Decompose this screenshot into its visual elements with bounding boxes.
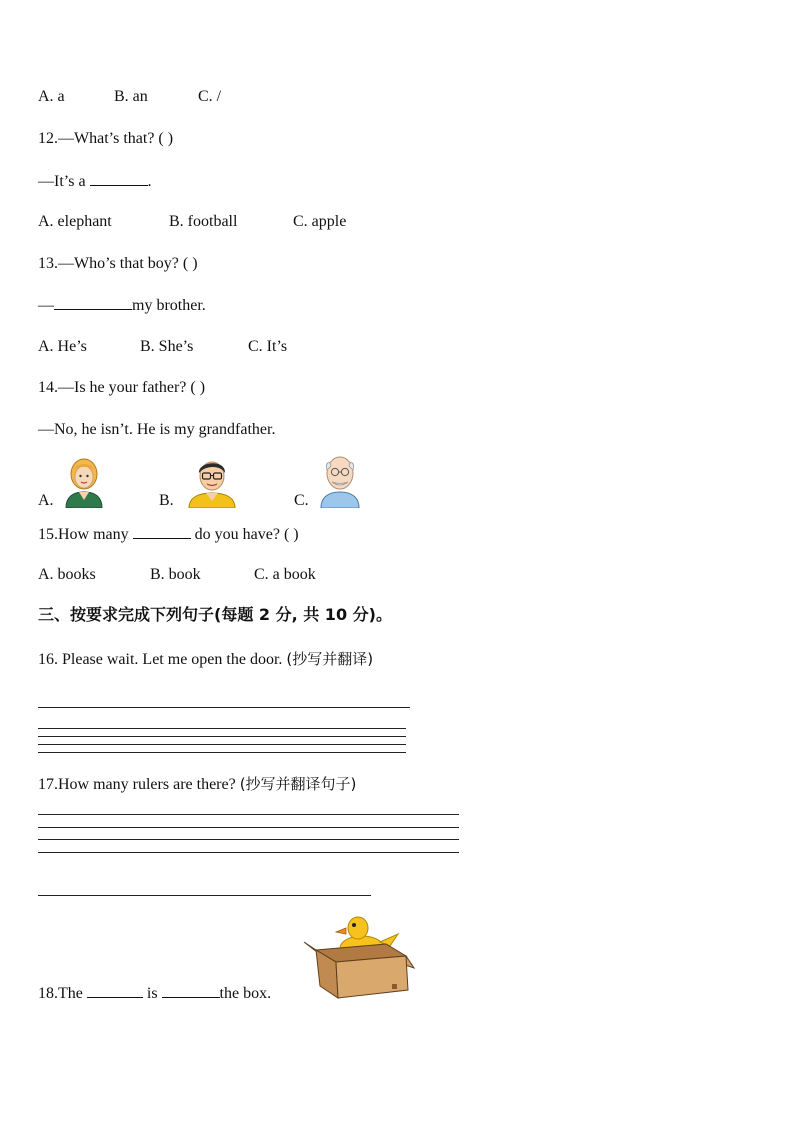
q13-answer-prefix: —	[38, 297, 54, 314]
q12-blank[interactable]	[90, 171, 148, 186]
grandfather-icon[interactable]	[318, 452, 362, 508]
q14-option-c-label: C.	[294, 492, 309, 509]
q12-answer	[38, 171, 152, 192]
q16-writing-line[interactable]	[38, 707, 410, 708]
q11-option-c: C. /	[198, 88, 222, 105]
q15-question-prefix: 15.How many	[38, 526, 129, 543]
q14-option-a-label: A.	[38, 492, 54, 509]
q18-middle: is	[146, 985, 158, 1002]
q15-blank[interactable]	[133, 524, 191, 539]
section-3-heading: 三、按要求完成下列句子(每题 2 分, 共 10 分)。	[38, 605, 392, 624]
q13-blank[interactable]	[54, 295, 132, 310]
q16-writing-line[interactable]	[38, 744, 406, 745]
q18-suffix: the box.	[219, 985, 272, 1002]
q18-prefix: 18.The	[38, 985, 83, 1002]
q15-question	[38, 524, 299, 545]
q12-question: 12.—What’s that? ( )	[38, 130, 174, 147]
q18-blank-1[interactable]	[87, 983, 143, 998]
q17-question	[38, 774, 356, 795]
woman-icon[interactable]	[62, 452, 106, 508]
q15-question-suffix: do you have? ( )	[194, 526, 299, 543]
q16-question	[38, 649, 373, 670]
q14-question: 14.—Is he your father? ( )	[38, 379, 206, 396]
q12-answer-suffix: .	[147, 173, 152, 190]
q18-question	[38, 983, 271, 1004]
q17-writing-line[interactable]	[38, 827, 459, 828]
q16-writing-line[interactable]	[38, 736, 406, 737]
q11-option-b: B. an	[114, 88, 148, 105]
duck-in-box-icon[interactable]	[302, 912, 416, 1000]
q12-option-a: A. elephant	[38, 213, 112, 230]
q17-writing-line[interactable]	[38, 895, 371, 896]
q16-text: 16. Please wait. Let me open the door.	[38, 651, 283, 668]
q16-instruction: (抄写并翻译)	[286, 650, 374, 668]
q16-writing-line[interactable]	[38, 752, 406, 753]
q12-answer-prefix: —It’s a	[38, 173, 86, 190]
q14-option-b-label: B.	[159, 492, 174, 509]
q13-answer-suffix: my brother.	[132, 297, 206, 314]
q13-option-a: A. He’s	[38, 338, 87, 355]
q13-option-b: B. She’s	[140, 338, 194, 355]
q12-option-c: C. apple	[293, 213, 347, 230]
q18-blank-2[interactable]	[162, 983, 220, 998]
q17-writing-line[interactable]	[38, 852, 459, 853]
q15-option-c: C. a book	[254, 566, 316, 583]
q15-option-a: A. books	[38, 566, 96, 583]
q17-writing-line[interactable]	[38, 814, 459, 815]
q16-writing-line[interactable]	[38, 728, 406, 729]
q12-option-b: B. football	[169, 213, 238, 230]
q14-answer: —No, he isn’t. He is my grandfather.	[38, 421, 276, 438]
q11-option-a: A. a	[38, 88, 65, 105]
q13-question: 13.—Who’s that boy? ( )	[38, 255, 198, 272]
man-with-glasses-icon[interactable]	[185, 453, 239, 508]
q17-writing-line[interactable]	[38, 839, 459, 840]
q13-option-c: C. It’s	[248, 338, 288, 355]
q17-instruction: (抄写并翻译句子)	[239, 775, 357, 793]
q17-text: 17.How many rulers are there?	[38, 776, 236, 793]
q15-option-b: B. book	[150, 566, 201, 583]
q13-answer	[38, 295, 206, 316]
